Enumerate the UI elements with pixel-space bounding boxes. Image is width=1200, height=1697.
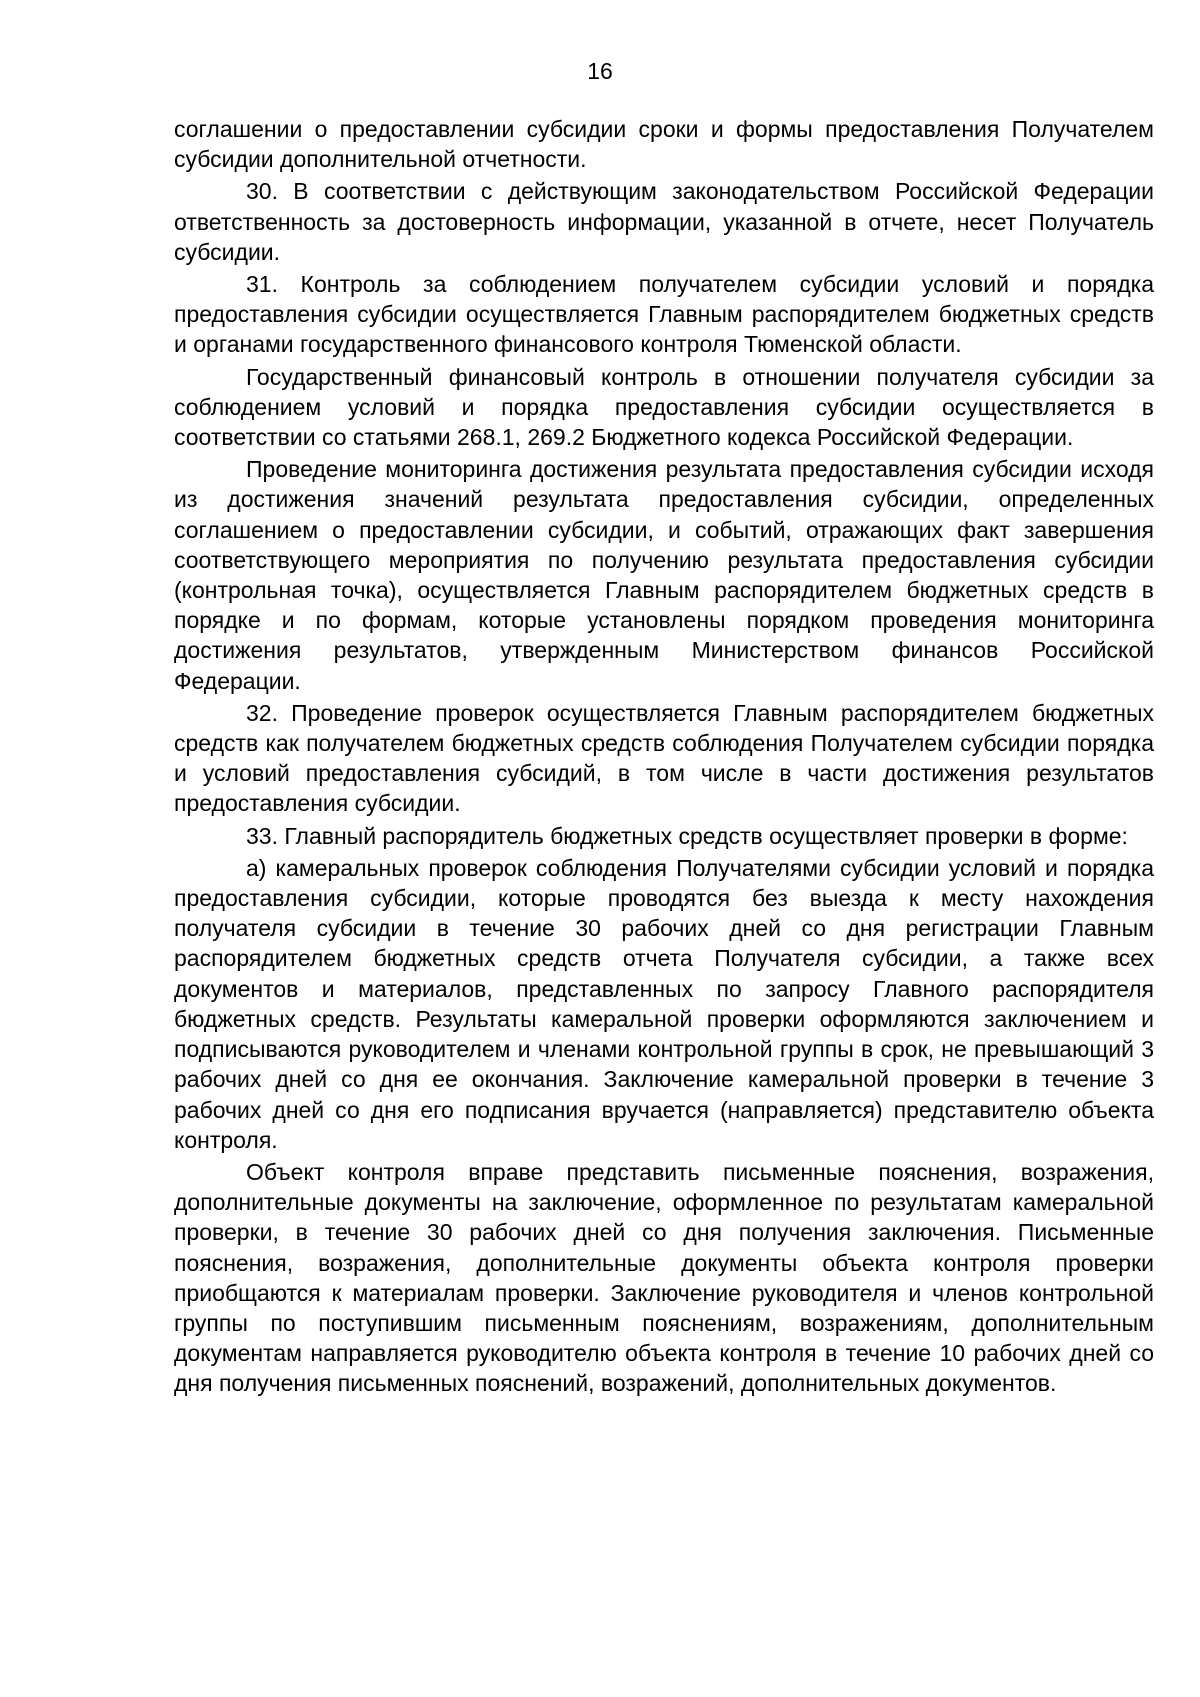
document-body (174, 114, 1154, 1401)
paragraph-objections: Объект контроля вправе представить письменные пояснения, возражения, дополнительные документы на заключение, оформленное по результатам камеральной проверки, в течение 30 рабочих дней со дня получения заключения. Письменные пояснения, возражения, дополнительные документы объекта контроля проверки приобщаются к материалам проверки. Заключение руководителя и членов контрольной группы по поступившим письменным пояснениям, возражениям, дополнительным документам направляется руководителю объекта контроля в течение 10 рабочих дней со дня получения письменных пояснений, возражений, дополнительных документов. (174, 1158, 1154, 1397)
paragraph-clause-33-a: а) камеральных проверок соблюдения Получателями субсидии условий и порядка предоставления субсидии, которые проводятся без выезда к месту нахождения получателя субсидии в течение 30 рабочих дней со дня регистрации Главным распорядителем бюджетных средств отчета Получателя субсидии, а также всех документов и материалов, представленных по запросу Главного распорядителя бюджетных средств. Результаты камеральной проверки оформляются заключением и подписываются руководителем и членами контрольной группы в срок, не превышающий 3 рабочих дней со дня ее окончания. Заключение камеральной проверки в течение 3 рабочих дней со дня его подписания вручается (направляется) представителю объекта контроля. (174, 854, 1154, 1153)
paragraph-clause-30: 30. В соответствии с действующим законодательством Российской Федерации ответственность за достоверность информации, указанной в отчете, несет Получатель субсидии. (174, 178, 1154, 265)
paragraph-state-financial-control: Государственный финансовый контроль в отношении получателя субсидии за соблюдением условий и порядка предоставления субсидии осуществляется в соответствии со статьями 268.1, 269.2 Бюджетного кодекса Российской Федерации. (174, 363, 1154, 451)
paragraph-clause-31: 31. Контроль за соблюдением получателем субсидии условий и порядка предоставления субсидии осуществляется Главным распорядителем бюджетных средств и органами государственного финансового контроля Тюменской области. (174, 271, 1154, 358)
paragraph-clause-32: 32. Проведение проверок осуществляется Главным распорядителем бюджетных средств как получателем бюджетных средств соблюдения Получателем субсидии порядка и условий предоставления субсидий, в том числе в части достижения результатов предоставления субсидии. (174, 699, 1154, 817)
paragraph-clause-33: 33. Главный распорядитель бюджетных средств осуществляет проверки в форме: (246, 822, 1128, 849)
paragraph-continuation: соглашении о предоставлении субсидии сроки и формы предоставления Получателем субсидии дополнительной отчетности. (174, 116, 1154, 173)
page-number: 16 (587, 58, 613, 84)
paragraph-monitoring: Проведение мониторинга достижения результата предоставления субсидии исходя из достижения значений результата предоставления субсидии, определенных соглашением о предоставлении субсидии, и событий, отражающих факт завершения соответствующего мероприятия по получению результата предоставления субсидии (контрольная точка), осуществляется Главным распорядителем бюджетных средств в порядке и по формам, которые установлены порядком проведения мониторинга достижения результатов, утвержденным Министерством финансов Российской Федерации. (174, 456, 1154, 694)
